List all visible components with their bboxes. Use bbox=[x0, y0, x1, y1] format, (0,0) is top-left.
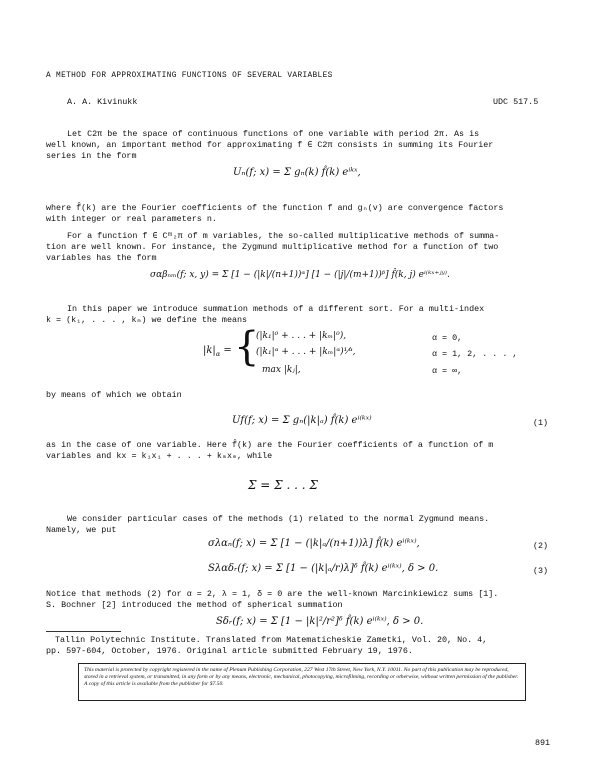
means-cond-alpha: α = 1, 2, . . . , bbox=[432, 349, 518, 359]
body-line: S. Bochner [2] introduced the method of spherical summation bbox=[46, 600, 343, 610]
equation-bochner: Sδᵣ(f; x) = Σ [1 − |k|²/r²]ᵟ f̂(k) eⁱ⁽ᵏˣ⁾, δ > 0. bbox=[216, 616, 424, 627]
left-brace: { bbox=[234, 324, 260, 370]
body-line: In this paper we introduce summation methods of a different sort. For a multi-index bbox=[67, 304, 485, 314]
body-line: Notice that methods (2) for α = 2, λ = 1, δ = 0 are the well-known Marcinkiewicz sums [1]. bbox=[46, 589, 499, 599]
body-line: with integer or real parameters n. bbox=[46, 214, 217, 224]
body-line: k = (k₁, . . . , kₘ) we define the means bbox=[46, 315, 248, 325]
equation-number: (1) bbox=[533, 418, 549, 428]
body-line: variables has the form bbox=[46, 253, 157, 263]
means-case-inf: max |kⱼ|, bbox=[262, 365, 301, 375]
means-symbol: $|k|_\alpha$ = bbox=[203, 345, 232, 358]
body-line: variables and kx = k₁x₁ + . . . + kₘxₘ, while bbox=[46, 451, 273, 461]
body-line: Let C2π be the space of continuous functions of one variable with period 2π. As is bbox=[67, 129, 480, 139]
body-line: series in the form bbox=[46, 151, 137, 161]
page-number: 891 bbox=[535, 738, 551, 748]
equation-zygmund: σαβₙₘ(f; x, y) = Σ [1 − (|k|/(n+1))ᵅ] [1 − (|j|/(m+1))ᵝ] f̂(k, j) eⁱ⁽ᵏˣ⁺ʲʸ⁾. bbox=[150, 270, 450, 280]
body-line: where f̂(k) are the Fourier coefficients of the function f and gₙ(v) are convergence factors bbox=[46, 203, 504, 213]
copyright-notice: This material is protected by copyright registered in the name of Plenum Publishing Corporation, 227 West 17th Street, New York, N.Y. 10011. No part of this publication may be reproduced, stored in a retrieval system, or transmitted, in any form or by any means, electronic, mechanical, photocopying, microfilming, recording or otherwise, without written permission of the publisher. A copy of this article is available from the publisher for $7.50. bbox=[78, 663, 526, 701]
means-cond-inf: α = ∞, bbox=[432, 366, 463, 376]
means-cond-0: α = 0, bbox=[432, 333, 463, 343]
equation-3: Sλαδᵣ(f; x) = Σ [1 − (|k|ₐ/r)λ]ᵟ f̂(k) eⁱ⁽ᵏˣ⁾, δ > 0. bbox=[208, 563, 439, 574]
body-line: as in the case of one variable. Here f̂(k) are the Fourier coefficients of a function of m bbox=[46, 440, 494, 450]
equation-intro: Uₙ(f; x) = Σ gₙ(k) f̂(k) eⁱᵏˣ, bbox=[233, 167, 361, 178]
author: A. A. Kivinukk bbox=[67, 97, 138, 107]
footnote-line: Tallin Polytechnic Institute. Translated from Matematicheskie Zametki, Vol. 20, No. 4, bbox=[55, 635, 488, 645]
udc-code: UDC 517.5 bbox=[493, 97, 539, 107]
body-line: Namely, we put bbox=[46, 525, 117, 535]
paper-title: A METHOD FOR APPROXIMATING FUNCTIONS OF SEVERAL VARIABLES bbox=[46, 72, 333, 80]
body-line: We consider particular cases of the methods (1) related to the normal Zygmund means. bbox=[67, 514, 490, 524]
means-case-0: (|k₁|⁰ + . . . + |kₘ|⁰), bbox=[256, 331, 347, 341]
body-line: well known, an important method for approximating f ∈ C2π consists in summing its Fourier bbox=[46, 140, 494, 150]
means-case-alpha: (|k₁|ᵅ + . . . + |kₘ|ᵅ)¹⁄ᵅ, bbox=[256, 347, 356, 357]
equation-number: (2) bbox=[533, 541, 549, 551]
body-line: For a function f ∈ Cᵐ₂π of m variables, the so-called multiplicative methods of summa- bbox=[67, 231, 500, 241]
equation-2: σλαₙ(f; x) = Σ [1 − (|k|ₐ/(n+1))λ] f̂(k) eⁱ⁽ᵏˣ⁾, bbox=[208, 538, 420, 549]
footnote-line: pp. 597-604, October, 1976. Original article submitted February 19, 1976. bbox=[46, 646, 413, 656]
equation-sum-def: Σ = Σ . . . Σ bbox=[248, 478, 318, 492]
equation-1: Uf(f; x) = Σ gₙ(|k|ₐ) f̂(k) eⁱ⁽ᵏˣ⁾ bbox=[232, 415, 372, 426]
body-line: by means of which we obtain bbox=[46, 390, 182, 400]
equation-number: (3) bbox=[533, 566, 549, 576]
footnote-rule bbox=[46, 631, 121, 632]
body-line: tion are well known. For instance, the Zygmund multiplicative method for a function of two bbox=[46, 242, 499, 252]
